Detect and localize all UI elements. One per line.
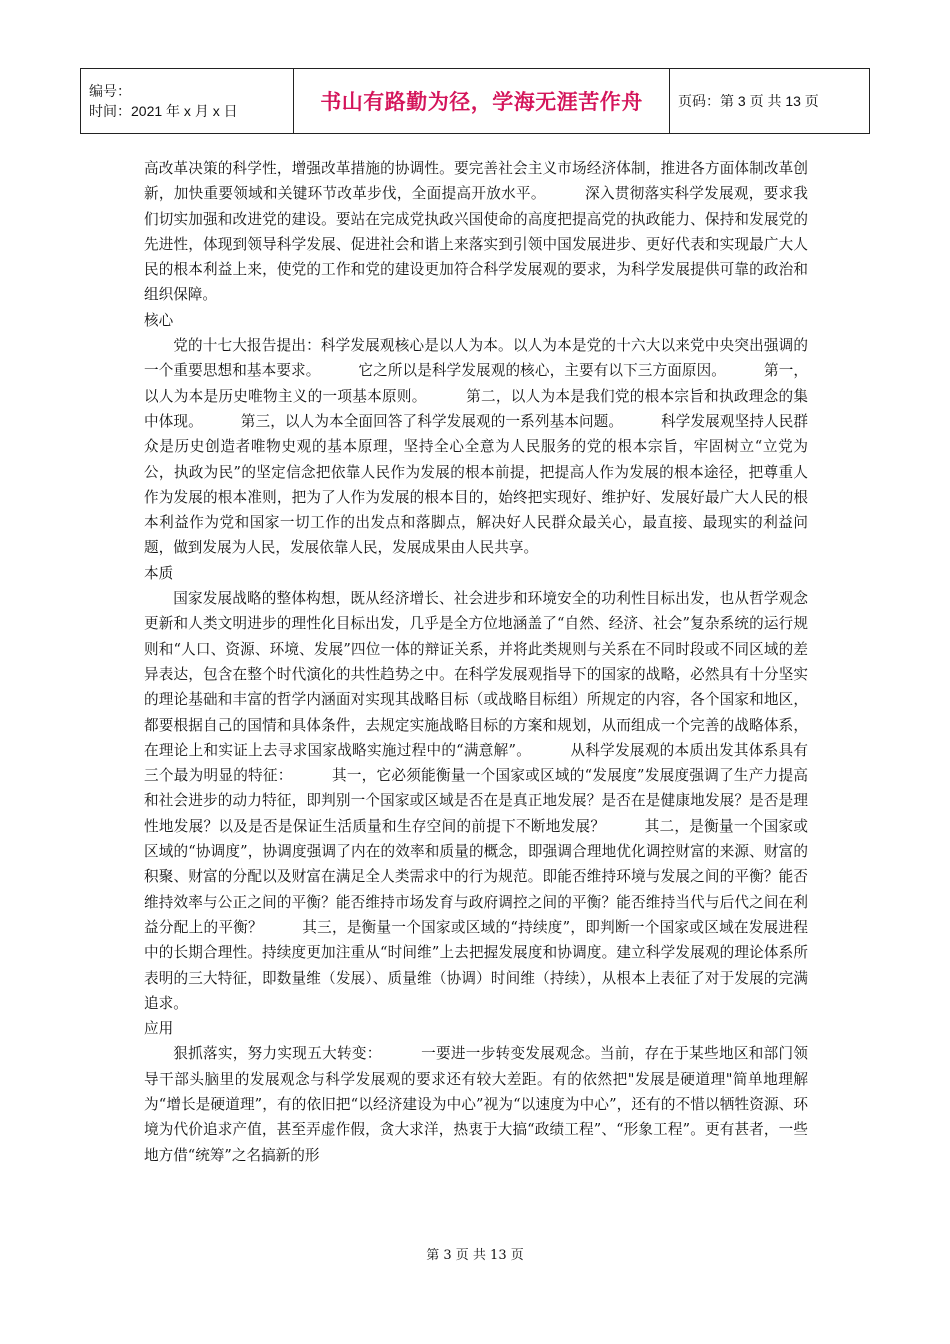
- document-date: 时间：2021 年 x 月 x 日: [89, 103, 238, 119]
- section-heading-essence: 本质: [144, 564, 174, 582]
- page-header: [80, 68, 870, 134]
- paragraph-core: 党的十七大报告提出：科学发展观核心是以人为本。以人为本是党的十六大以来党中央突出强调的一个重要思想和基本要求。 它之所以是科学发展观的核心，主要有以下三方面原因。 第一，以人为本是历史唯物主义的一项基本原则。 第二，以人为本是我们党的根本宗旨和执政理念的集中体现。 第三，以人为本全面回答了科学发展观的一系列基本问题。 科学发展观坚持人民群众是历史创造者唯物史观的基本原理，坚持全心全意为人民服务的党的根本宗旨，牢固树立“立党为公，执政为民”的坚定信念把依靠人民作为发展的根本前提，把提高人作为发展的根本途径，把尊重人作为发展的根本准则，把为了人作为发展的根本目的，始终把实现好、维护好、发展好最广大人民的根本利益作为党和国家一切工作的出发点和落脚点，解决好人民群众最关心，最直接、最现实的利益问题，做到发展为人民，发展依靠人民，发展成果由人民共享。: [144, 337, 808, 557]
- paragraph-essence: 国家发展战略的整体构想，既从经济增长、社会进步和环境安全的功利性目标出发，也从哲学观念更新和人类文明进步的理性化目标出发，几乎是全方位地涵盖了“自然、经济、社会”复杂系统的运行规则和“人口、资源、环境、发展”四位一体的辩证关系，并将此类规则与关系在不同时段或不同区域的差异表达，包含在整个时代演化的共性趋势之中。在科学发展观指导下的国家的战略，必然具有十分坚实的理论基础和丰富的哲学内涵面对实现其战略目标（或战略目标组）所规定的内容，各个国家和地区，都要根据自己的国情和具体条件，去规定实施战略目标的方案和规划，从而组成一个完善的战略体系，在理论上和实证上去寻求国家战略实施过程中的“满意解”。 从科学发展观的本质出发其体系具有三个最为明显的特征： 其一，它必须能衡量一个国家或区域的“发展度”发展度强调了生产力提高和社会进步的动力特征，即判别一个国家或区域是否在是真正地发展？是否在是健康地发展？是否是理性地发展？以及是否是保证生活质量和生存空间的前提下不断地发展？ 其二，是衡量一个国家或区域的“协调度”，协调度强调了内在的效率和质量的概念，即强调合理地优化调控财富的来源、财富的积聚、财富的分配以及财富在满足全人类需求中的行为规范。即能否维持环境与发展之间的平衡？能否维持效率与公正之间的平衡？能否维持市场发育与政府调控之间的平衡？能否维持当代与后代之间在利益分配上的平衡？ 其三，是衡量一个国家或区域的“持续度”，即判断一个国家或区域在发展进程中的长期合理性。持续度更加注重从“时间维”上去把握发展度和协调度。建立科学发展观的理论体系所表明的三大特征，即数量维（发展）、质量维（协调）时间维（持续），从根本上表征了对于发展的完满追求。: [144, 590, 808, 1012]
- header-meta-cell: [81, 69, 294, 134]
- document-number: 编号：: [89, 83, 131, 99]
- page-indicator: 页码：第 3 页 共 13 页: [678, 93, 819, 109]
- document-body: [144, 156, 808, 1168]
- section-heading-application: 应用: [144, 1020, 174, 1038]
- header-page-cell: [670, 69, 870, 134]
- section-heading-core: 核心: [144, 311, 174, 329]
- paragraph-intro: 高改革决策的科学性，增强改革措施的协调性。要完善社会主义市场经济体制，推进各方面体制改革创新，加快重要领域和关键环节改革步伐，全面提高开放水平。 深入贯彻落实科学发展观，要求我们切实加强和改进党的建设。要站在完成党执政兴国使命的高度把提高党的执政能力、保持和发展党的先进性，体现到领导科学发展、促进社会和谐上来落实到引领中国发展进步、更好代表和实现最广大人民的根本利益上来，使党的工作和党的建设更加符合科学发展观的要求，为科学发展提供可靠的政治和组织保障。: [144, 160, 808, 304]
- page-footer: 第 3 页 共 13 页: [426, 1248, 524, 1263]
- header-motto-cell: [294, 69, 670, 134]
- paragraph-application: 狠抓落实，努力实现五大转变： 一要进一步转变发展观念。当前，存在于某些地区和部门领导干部头脑里的发展观念与科学发展观的要求还有较大差距。有的依然把"发展是硬道理"简单地理解为“增长是硬道理”，有的依旧把“以经济建设为中心”视为“以速度为中心”，还有的不惜以牺牲资源、环境为代价追求产值，甚至弄虚作假，贪大求洋，热衷于大搞“政绩工程”、“形象工程”。更有甚者，一些地方借“统筹”之名搞新的形: [144, 1045, 808, 1164]
- motto: 书山有路勤为径，学海无涯苦作舟: [320, 90, 643, 114]
